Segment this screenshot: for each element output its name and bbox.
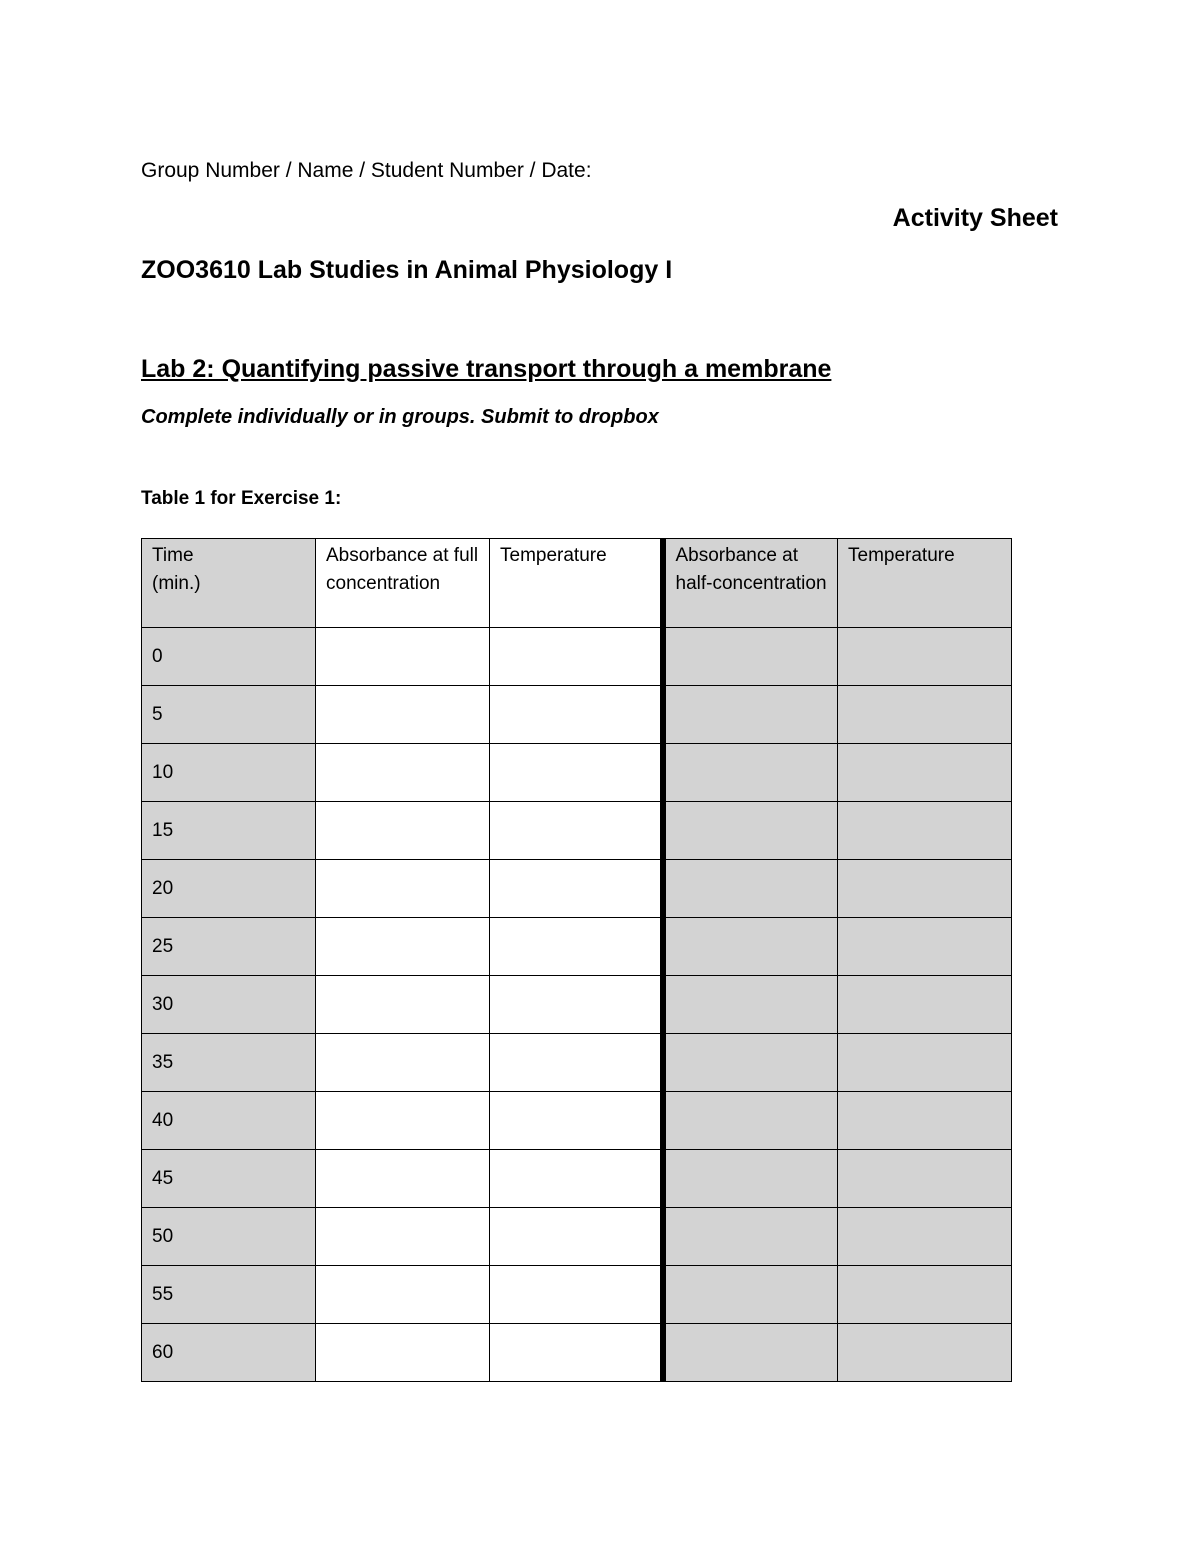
cell-temperature-full[interactable] (490, 1150, 663, 1208)
cell-time: 15 (142, 802, 316, 860)
cell-temperature-half[interactable] (838, 1208, 1012, 1266)
cell-time: 0 (142, 628, 316, 686)
header-absorbance-half: Absorbance at half-concentration (663, 539, 838, 628)
cell-temperature-half[interactable] (838, 744, 1012, 802)
cell-absorbance-full[interactable] (316, 1266, 490, 1324)
cell-temperature-half[interactable] (838, 686, 1012, 744)
table-row (142, 1208, 1012, 1266)
cell-temperature-full[interactable] (490, 744, 663, 802)
cell-temperature-half[interactable] (838, 1092, 1012, 1150)
cell-absorbance-half[interactable] (663, 918, 838, 976)
cell-absorbance-half[interactable] (663, 1208, 838, 1266)
cell-absorbance-full[interactable] (316, 1150, 490, 1208)
table-row (142, 1266, 1012, 1324)
identification-line: Group Number / Name / Student Number / Date: (141, 159, 592, 182)
cell-temperature-full[interactable] (490, 686, 663, 744)
lab-title: Lab 2: Quantifying passive transport through a membrane (141, 355, 832, 383)
cell-absorbance-full[interactable] (316, 1092, 490, 1150)
activity-sheet-label: Activity Sheet (892, 204, 1058, 232)
cell-time: 25 (142, 918, 316, 976)
cell-temperature-full[interactable] (490, 628, 663, 686)
cell-absorbance-half[interactable] (663, 744, 838, 802)
exercise-data-table (141, 538, 1012, 1382)
cell-absorbance-full[interactable] (316, 860, 490, 918)
table-header-row (142, 539, 1012, 628)
cell-temperature-half[interactable] (838, 1266, 1012, 1324)
cell-absorbance-half[interactable] (663, 628, 838, 686)
cell-absorbance-full[interactable] (316, 918, 490, 976)
table-row (142, 744, 1012, 802)
cell-time: 5 (142, 686, 316, 744)
cell-temperature-half[interactable] (838, 628, 1012, 686)
cell-temperature-full[interactable] (490, 976, 663, 1034)
header-time-label: Time (152, 545, 194, 566)
table-row (142, 976, 1012, 1034)
cell-time: 10 (142, 744, 316, 802)
header-time-unit: (min.) (152, 573, 201, 594)
table-row (142, 628, 1012, 686)
cell-temperature-full[interactable] (490, 1092, 663, 1150)
cell-temperature-half[interactable] (838, 1034, 1012, 1092)
header-time (142, 539, 316, 628)
cell-temperature-full[interactable] (490, 918, 663, 976)
cell-absorbance-full[interactable] (316, 686, 490, 744)
table-row (142, 918, 1012, 976)
cell-time: 55 (142, 1266, 316, 1324)
cell-absorbance-half[interactable] (663, 1150, 838, 1208)
header-temperature-half: Temperature (838, 539, 1012, 628)
table-body (142, 628, 1012, 1382)
table-row (142, 860, 1012, 918)
lab-instructions: Complete individually or in groups. Submit to dropbox (141, 406, 659, 428)
cell-absorbance-half[interactable] (663, 686, 838, 744)
cell-time: 35 (142, 1034, 316, 1092)
cell-absorbance-half[interactable] (663, 1266, 838, 1324)
table-row (142, 1092, 1012, 1150)
cell-absorbance-half[interactable] (663, 802, 838, 860)
table-row (142, 686, 1012, 744)
header-absorbance-full: Absorbance at full concentration (316, 539, 490, 628)
cell-absorbance-full[interactable] (316, 1208, 490, 1266)
cell-temperature-half[interactable] (838, 860, 1012, 918)
cell-temperature-full[interactable] (490, 802, 663, 860)
cell-temperature-full[interactable] (490, 860, 663, 918)
cell-temperature-full[interactable] (490, 1324, 663, 1382)
cell-absorbance-half[interactable] (663, 976, 838, 1034)
cell-time: 60 (142, 1324, 316, 1382)
cell-absorbance-full[interactable] (316, 744, 490, 802)
cell-absorbance-full[interactable] (316, 802, 490, 860)
cell-time: 30 (142, 976, 316, 1034)
cell-absorbance-full[interactable] (316, 976, 490, 1034)
cell-absorbance-half[interactable] (663, 1034, 838, 1092)
table-caption: Table 1 for Exercise 1: (141, 488, 342, 509)
cell-absorbance-half[interactable] (663, 1324, 838, 1382)
header-temperature-full: Temperature (490, 539, 663, 628)
cell-temperature-half[interactable] (838, 1150, 1012, 1208)
cell-time: 50 (142, 1208, 316, 1266)
cell-temperature-half[interactable] (838, 976, 1012, 1034)
cell-temperature-full[interactable] (490, 1208, 663, 1266)
cell-temperature-half[interactable] (838, 1324, 1012, 1382)
cell-temperature-half[interactable] (838, 918, 1012, 976)
cell-temperature-half[interactable] (838, 802, 1012, 860)
table-row (142, 802, 1012, 860)
cell-temperature-full[interactable] (490, 1266, 663, 1324)
cell-absorbance-full[interactable] (316, 628, 490, 686)
table-row (142, 1324, 1012, 1382)
cell-temperature-full[interactable] (490, 1034, 663, 1092)
cell-time: 45 (142, 1150, 316, 1208)
cell-absorbance-half[interactable] (663, 860, 838, 918)
cell-time: 20 (142, 860, 316, 918)
course-title: ZOO3610 Lab Studies in Animal Physiology I (141, 256, 673, 284)
cell-time: 40 (142, 1092, 316, 1150)
table-row (142, 1150, 1012, 1208)
cell-absorbance-full[interactable] (316, 1034, 490, 1092)
table-row (142, 1034, 1012, 1092)
cell-absorbance-half[interactable] (663, 1092, 838, 1150)
cell-absorbance-full[interactable] (316, 1324, 490, 1382)
